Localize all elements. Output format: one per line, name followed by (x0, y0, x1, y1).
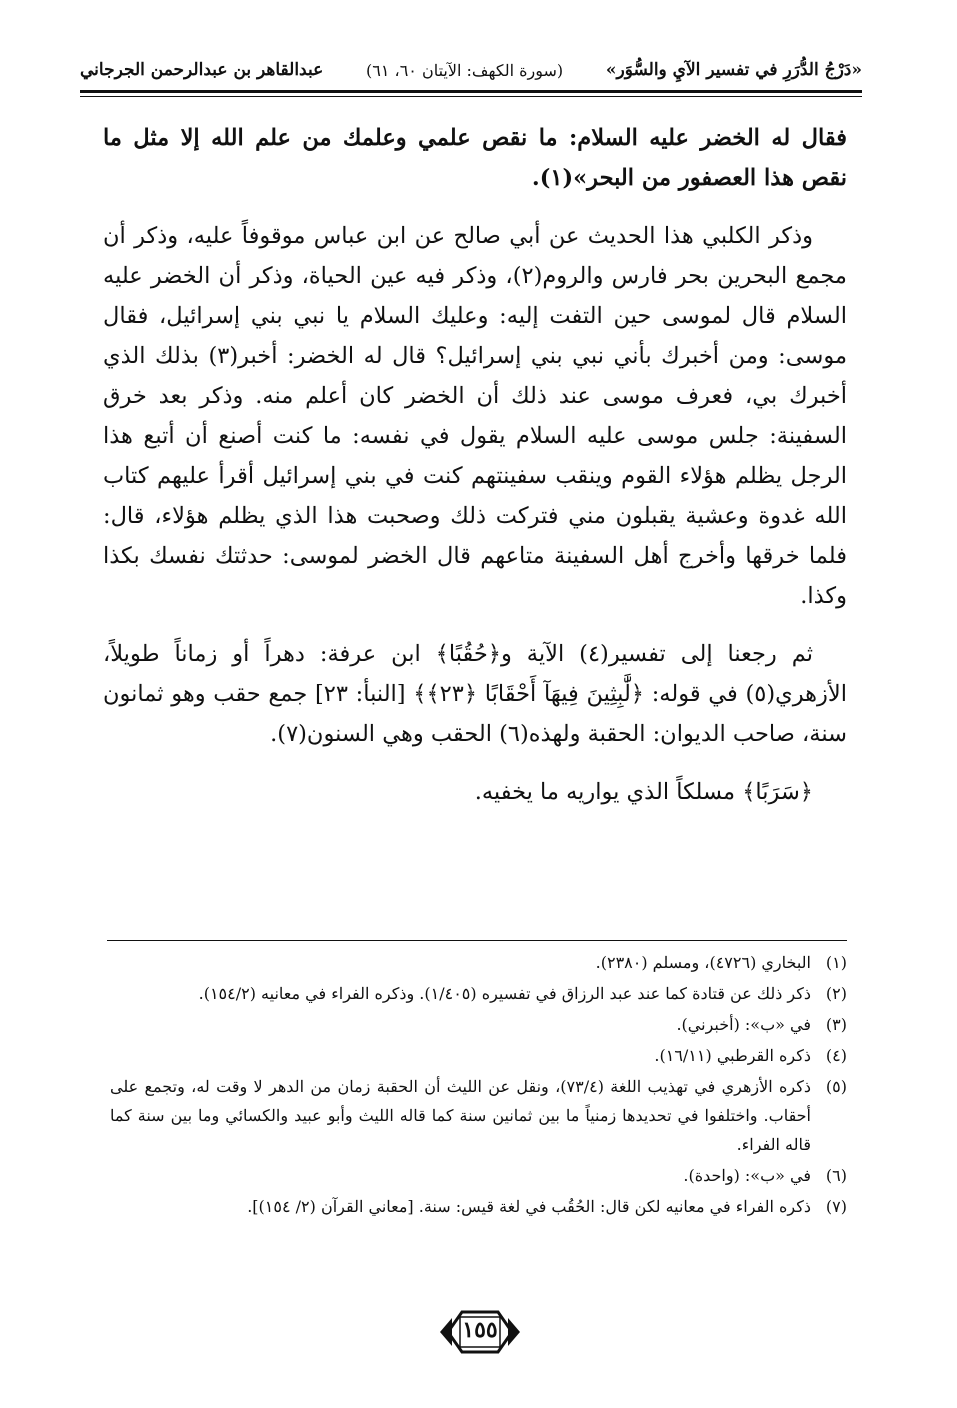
footnote-7 (110, 1192, 847, 1221)
paragraph-kalbi-report: وذكر الكلبي هذا الحديث عن أبي صالح عن ابن عباس موقوفاً عليه، وذكر أن مجمع البحرين بحر فارس والروم(٢)، وذكر فيه عين الحياة، وذكر أن الخضر عليه السلام قال لموسى حين التفت إليه: وعليك السلام يا نبي بني إسرائيل، فقال موسى: ومن أخبرك بأني نبي بني إسرائيل؟ قال له الخضر: أخبر(٣) بذلك الذي أخبرك بي، فعرف موسى عند ذلك أن الخضر كان أعلم منه. وذكر بعد خرق السفينة: جلس موسى عليه السلام يقول في نفسه: ما كنت أصنع أن أتبع هذا الرجل يظلم هؤلاء القوم وينقب سفينتهم كنت في بني إسرائيل أقرأ عليهم كتاب الله غدوة وعشية يقبلون مني فتركت ذلك وصحبت هذا الذي يظلم هؤلاء، قال: فلما خرقها وأخرج أهل السفينة متاعهم قال الخضر لموسى: حدثتك نفسك بكذا وكذا. (103, 223, 847, 609)
paragraph-tafsir-huquba: ثم رجعنا إلى تفسير(٤) الآية و﴿حُقُبًا﴾ ابن عرفة: دهراً أو زماناً طويلاً، الأزهري(٥) في قوله: ﴿لَّٰبِثِينَ فِيهَآ أَحْقَابًا ﴿٢٣﴾﴾ [النبأ: ٢٣] جمع حقب وهو ثمانون سنة، صاحب الديوان: الحقبة ولهذه(٦) الحقب وهي السنون(٧). (103, 641, 847, 747)
footnote-text: في «ب»: (أخبرني). (676, 1015, 811, 1034)
footnote-number: (٢) (825, 984, 847, 1003)
footnote-6 (110, 1161, 847, 1190)
footnote-number: (٥) (825, 1077, 847, 1096)
footnote-number: (٣) (825, 1015, 847, 1034)
footnote-4 (110, 1041, 847, 1070)
footnote-text: في «ب»: (واحدة). (683, 1166, 811, 1185)
running-header (80, 52, 862, 88)
page-number-ornament (438, 1308, 522, 1356)
footnote-text: البخاري (٤٧٢٦)، ومسلم (٢٣٨٠). (595, 953, 811, 972)
main-text (103, 118, 847, 830)
paragraph-saraba: ﴿سَرَبًا﴾ مسلكاً الذي يواريه ما يخفيه. (474, 779, 813, 805)
header-author: عبدالقاهر بن عبدالرحمن الجرجاني (80, 60, 324, 80)
footnote-text: ذكر ذلك عن قتادة كما عند عبد الرزاق في تفسيره (١/٤٠٥). وذكره الفراء في معانيه (١٥٤/٢). (198, 984, 811, 1003)
footnote-separator (107, 940, 847, 941)
footnote-number: (٧) (825, 1197, 847, 1216)
footnote-text: ذكره القرطبي (١٦/١١). (654, 1046, 811, 1065)
header-rule-thin (80, 96, 862, 97)
footnote-text: ذكره الأزهري في تهذيب اللغة (٧٣/٤)، ونقل عن الليث أن الحقبة زمان من الدهر لا وقت له، وتجمع على أحقاب. واختلفوا في تحديدها زمنياً ما بين ثمانين سنة كما قاله الليث وأبو عبيد والكسائي وما بين سنة كما قاله الفراء. (110, 1077, 812, 1154)
footnote-number: (١) (825, 953, 847, 972)
footnote-number: (٦) (825, 1166, 847, 1185)
header-surah-reference: (سورة الكهف: الآيتان ٦٠، ٦١) (366, 60, 564, 80)
footnote-number: (٤) (825, 1046, 847, 1065)
footnote-3 (110, 1010, 847, 1039)
footnote-text: ذكره الفراء في معانيه لكن قال: الحُقُب في لغة قيس: سنة. [معاني القرآن (٢/ ١٥٤)]. (247, 1197, 811, 1216)
page-number: ١٥٥ (462, 1317, 498, 1343)
paragraph-hadith-end: فقال له الخضر عليه السلام: ما نقص علمي وعلمك من علم الله إلا مثل ما نقص هذا العصفور من البحر»(١). (103, 125, 847, 191)
footnote-1 (110, 948, 847, 977)
header-rule-thick (80, 90, 862, 93)
footnote-2 (110, 979, 847, 1008)
footnote-5 (110, 1072, 847, 1159)
footnotes (110, 948, 847, 1223)
header-book-title: «دَرْجُ الدُّرَرِ في تفسير الآيِ والسُّوَر» (605, 60, 862, 80)
